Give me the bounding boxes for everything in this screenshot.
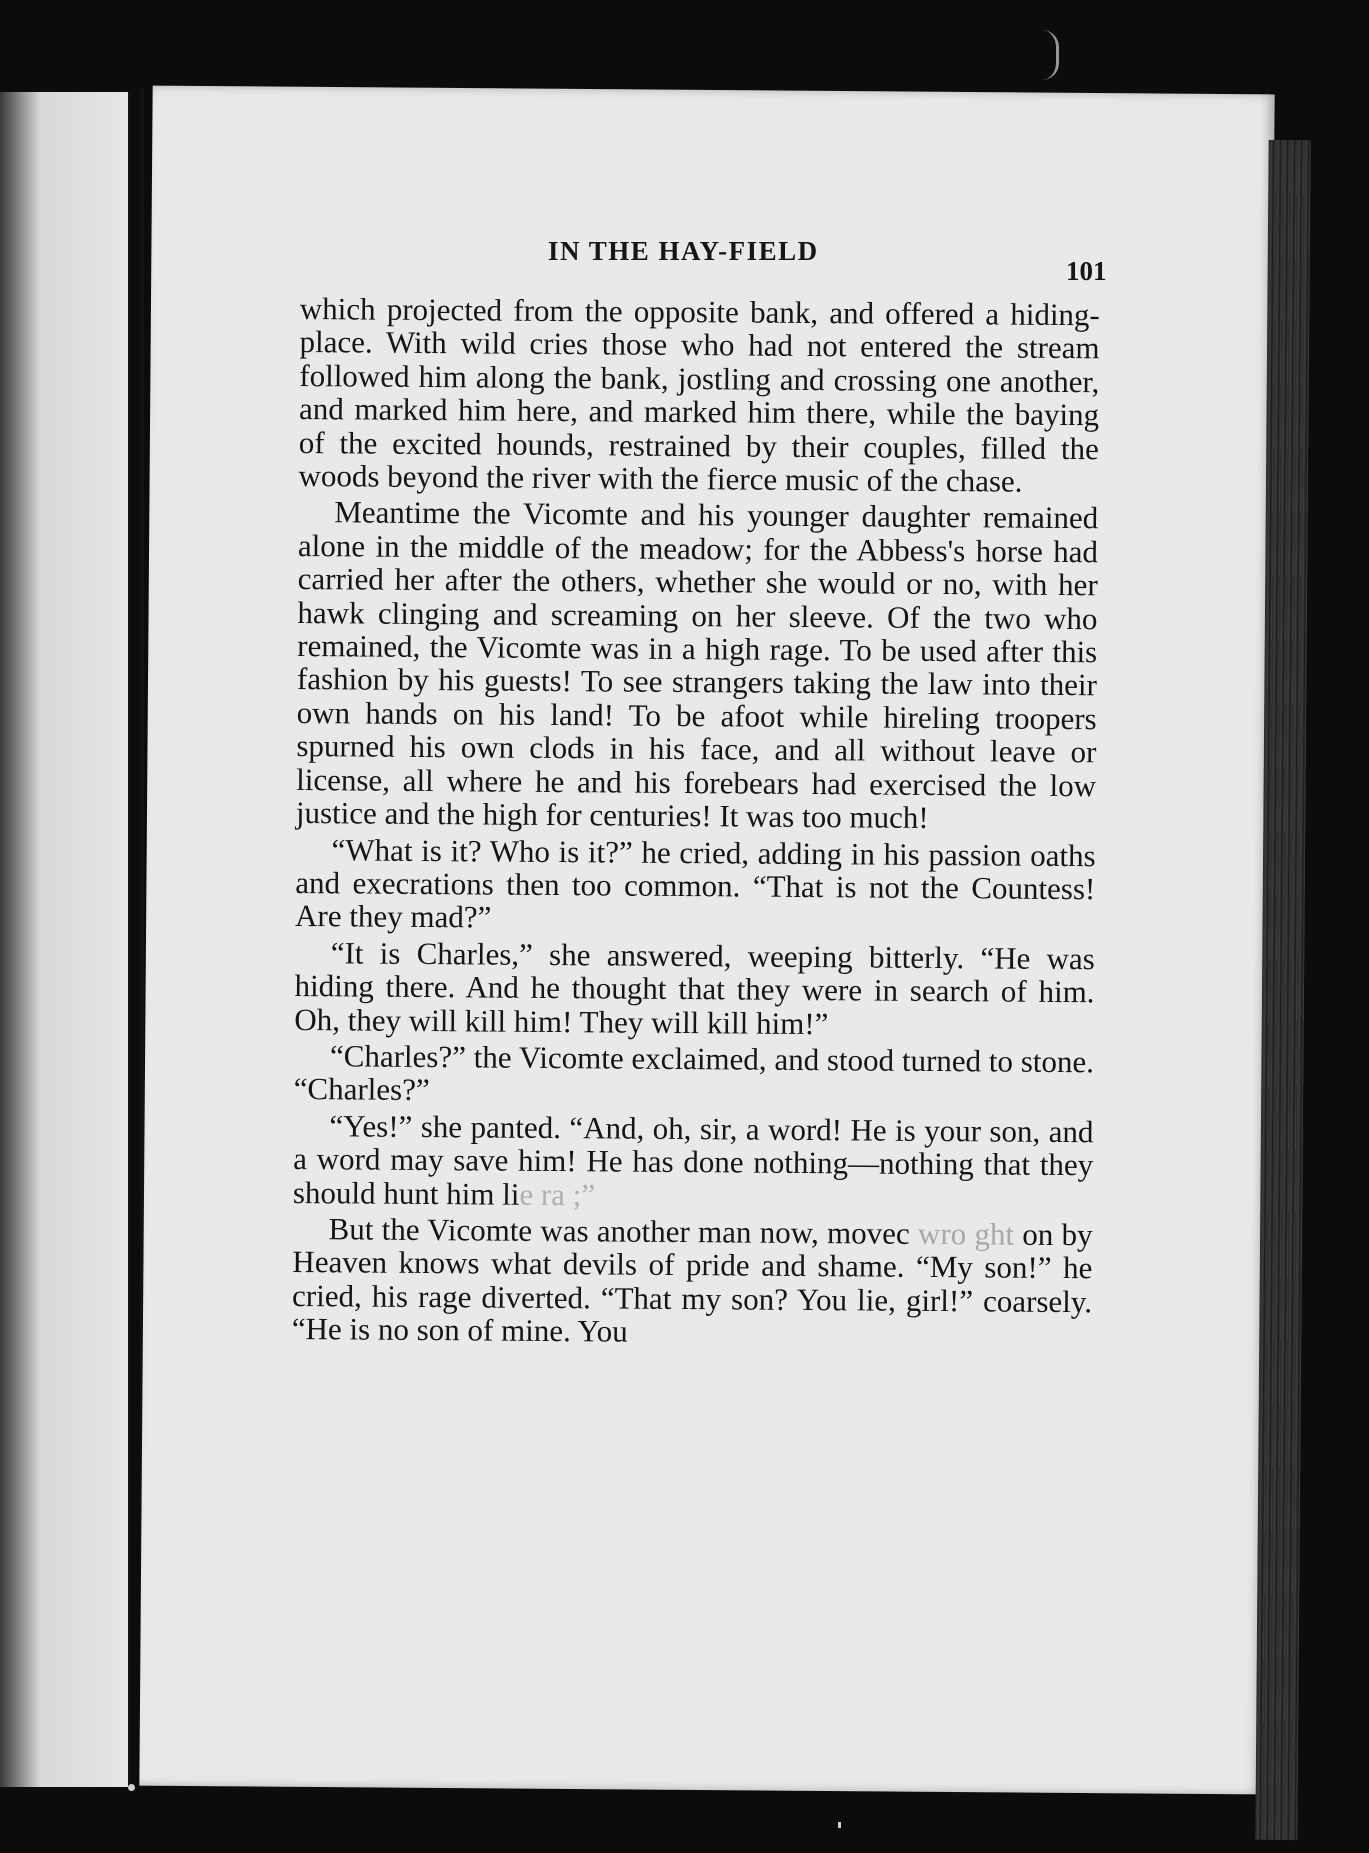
scan-artifact-dot: [128, 1784, 135, 1791]
paragraph: “What is it? Who is it?” he cried, adding in his passion oaths and execrations then too common. “That is not the Countess! Are they mad?”: [294, 831, 1096, 935]
page-text: [292, 292, 1100, 1352]
paragraph-text: on by Heaven knows what devils of pride and shame.: [292, 1216, 1093, 1285]
faded-text: e ra ;”: [519, 1176, 596, 1212]
paragraph: “It is Charles,” she answered, weeping bitterly. “He was hiding there. And he thought that they were in search of him. Oh, they will kill him! They will kill him!”: [294, 934, 1095, 1041]
running-title: IN THE HAY-FIELD: [548, 236, 819, 266]
paragraph-text: “Yes!” she panted. “And, oh, sir, a word! He is your son, and a word may save him! He has done nothing—nothing that they should hunt him li: [292, 1108, 1094, 1212]
faded-text: wro ght: [917, 1215, 1015, 1252]
facing-page-edge: [0, 92, 131, 1787]
paragraph: which projected from the opposite bank, and offered a hiding-place. With wild cries those who had not entered the stream followed him along the bank, jostling and crossing one another, and marked him here, and marked him there, while the baying of the excited hounds, restrained by their couples, filled the woods beyond the river with the fierce music of the chase.: [298, 291, 1100, 499]
paragraph: [292, 1212, 1093, 1352]
paragraph: “Charles?” the Vicomte exclaimed, and stood turned to stone. “Charles?”: [293, 1038, 1095, 1108]
paragraph: Meantime the Vicomte and his younger daughter remained alone in the middle of the meadow; for the Abbess's horse had carried her after the others, whether she would or no, with her hawk clinging and screaming on her sleeve. Of the two who remained, the Vicomte was in a high rage. To be used after this fashion by his guests! To see strangers taking the law into their own hands on his land! To be afoot while hireling troopers spurned his own clods in his face, and all without leave or license, all where he and his forebears had exercised the low justice and the high for centuries! It was too much!: [295, 494, 1099, 836]
quote-mark: “: [915, 1249, 930, 1285]
scan-artifact-dot: [838, 1822, 841, 1828]
paragraph-text: My son!” he cried, his rage diverted. “That my son? You lie, girl!” coarsely. “He is no son of mine. You: [291, 1249, 1093, 1349]
page-number: 101: [1066, 256, 1107, 286]
paragraph: [293, 1109, 1094, 1215]
paragraph-text: But the Vicomte was another man now, movec: [328, 1211, 910, 1251]
scan-artifact-mark: [1042, 30, 1059, 80]
